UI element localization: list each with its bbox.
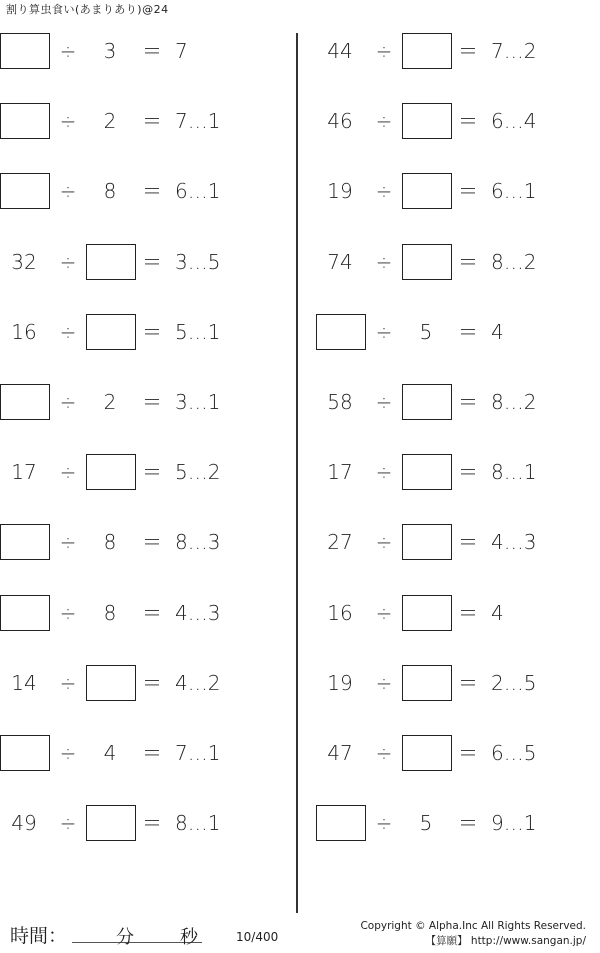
equals-sign: ＝ [458,249,478,274]
divide-sign: ÷ [375,389,393,414]
dividend: 32 [11,249,37,274]
equals-sign: ＝ [142,740,162,765]
quotient-remainder: 2…5 [491,670,537,695]
divisor-answer-box[interactable] [86,665,136,701]
divisor-answer-box[interactable] [402,173,452,209]
problem-row [316,244,600,314]
divisor: 8 [103,600,117,625]
problem-row [316,454,600,524]
problem-row [316,103,600,173]
divisor: 2 [103,389,117,414]
divide-sign: ÷ [375,530,393,555]
seconds-label: 秒 [180,927,198,948]
quotient-remainder: 4 [491,600,504,625]
problem-row [0,384,296,454]
divisor-answer-box[interactable] [402,384,452,420]
divide-sign: ÷ [375,179,393,204]
problem-row [0,173,296,243]
dividend-answer-box[interactable] [0,33,50,69]
divide-sign: ÷ [59,670,77,695]
quotient-remainder: 8…2 [491,249,537,274]
equals-sign: ＝ [458,39,478,63]
divide-sign: ÷ [59,460,77,485]
divisor-answer-box[interactable] [86,314,136,350]
divisor: 8 [103,530,117,555]
problem-row [316,665,600,735]
quotient-remainder: 4…3 [175,600,221,625]
dividend-answer-box[interactable] [316,314,366,350]
divide-sign: ÷ [59,179,77,204]
equals-sign: ＝ [142,600,162,625]
divisor: 4 [103,740,117,765]
quotient-remainder: 7…1 [175,109,221,134]
copyright-block [360,919,586,949]
equals-sign: ＝ [458,319,478,344]
dividend: 19 [327,179,353,204]
dividend: 58 [327,389,353,414]
divisor: 8 [103,179,117,204]
problem-row [0,595,296,665]
dividend-answer-box[interactable] [0,384,50,420]
divide-sign: ÷ [59,811,77,836]
equals-sign: ＝ [458,670,478,695]
dividend: 17 [11,460,37,485]
divisor-answer-box[interactable] [402,665,452,701]
divide-sign: ÷ [59,389,77,414]
equals-sign: ＝ [458,389,478,414]
equals-sign: ＝ [458,530,478,555]
equals-sign: ＝ [142,109,162,134]
quotient-remainder: 5…1 [175,319,221,344]
divisor: 3 [103,39,117,63]
divisor-answer-box[interactable] [402,595,452,631]
problem-row [316,524,600,594]
divide-sign: ÷ [375,460,393,485]
equals-sign: ＝ [142,811,162,836]
quotient-remainder: 8…1 [491,460,537,485]
problem-row [316,384,600,454]
divisor-answer-box[interactable] [402,244,452,280]
divisor-answer-box[interactable] [402,103,452,139]
divisor: 5 [419,811,433,836]
divide-sign: ÷ [375,39,393,63]
divide-sign: ÷ [59,249,77,274]
copyright-text: Copyright © Alpha.Inc All Rights Reserved. [360,920,586,932]
divisor-answer-box[interactable] [402,524,452,560]
quotient-remainder: 5…2 [175,460,221,485]
page-count: 10/400 [236,930,279,944]
problem-row [0,244,296,314]
quotient-remainder: 3…1 [175,389,221,414]
quotient-remainder: 6…5 [491,740,537,765]
left-problem-column [0,33,296,875]
problem-row [0,805,296,875]
divisor-answer-box[interactable] [86,454,136,490]
dividend: 74 [327,249,353,274]
divisor-answer-box[interactable] [86,805,136,841]
equals-sign: ＝ [142,319,162,344]
equals-sign: ＝ [142,460,162,485]
quotient-remainder: 6…4 [491,109,537,134]
problem-row [0,103,296,173]
dividend-answer-box[interactable] [0,173,50,209]
problem-row [0,454,296,524]
quotient-remainder: 3…5 [175,249,221,274]
divisor-answer-box[interactable] [86,244,136,280]
equals-sign: ＝ [142,249,162,274]
problem-row [316,805,600,875]
equals-sign: ＝ [458,179,478,204]
quotient-remainder: 6…1 [491,179,537,204]
problem-row [316,173,600,243]
divide-sign: ÷ [59,109,77,134]
divisor: 5 [419,319,433,344]
quotient-remainder: 9…1 [491,811,537,836]
dividend: 46 [327,109,353,134]
divide-sign: ÷ [59,600,77,625]
quotient-remainder: 7 [175,39,188,63]
equals-sign: ＝ [142,179,162,204]
divide-sign: ÷ [59,740,77,765]
page-title: 割り算虫食い(あまりあり)@24 [6,3,169,16]
equals-sign: ＝ [458,811,478,836]
equals-sign: ＝ [458,109,478,134]
equals-sign: ＝ [142,39,162,63]
dividend: 16 [11,319,37,344]
dividend-answer-box[interactable] [0,735,50,771]
divide-sign: ÷ [59,39,77,63]
dividend: 17 [327,460,353,485]
dividend: 19 [327,670,353,695]
equals-sign: ＝ [458,460,478,485]
problem-row [0,314,296,384]
problem-row [316,314,600,384]
dividend-answer-box[interactable] [316,805,366,841]
problem-row [316,595,600,665]
dividend: 44 [327,39,353,63]
divide-sign: ÷ [375,811,393,836]
right-problem-column [316,33,600,875]
equals-sign: ＝ [142,530,162,555]
problem-row [316,735,600,805]
dividend: 49 [11,811,37,836]
divisor-answer-box[interactable] [402,735,452,771]
divide-sign: ÷ [375,319,393,344]
quotient-remainder: 7…1 [175,740,221,765]
quotient-remainder: 4…2 [175,670,221,695]
divide-sign: ÷ [375,249,393,274]
problem-row [0,665,296,735]
divisor-answer-box[interactable] [402,454,452,490]
problem-row [0,735,296,805]
divisor-answer-box[interactable] [402,33,452,69]
equals-sign: ＝ [142,389,162,414]
dividend: 47 [327,740,353,765]
quotient-remainder: 4…3 [491,530,537,555]
divide-sign: ÷ [375,109,393,134]
equals-sign: ＝ [458,740,478,765]
dividend: 16 [327,600,353,625]
time-label: 時間： [10,925,68,947]
site-url: 【算願】 http://www.sangan.jp/ [425,935,586,947]
divide-sign: ÷ [375,600,393,625]
divide-sign: ÷ [59,319,77,344]
equals-sign: ＝ [142,670,162,695]
dividend: 14 [11,670,37,695]
quotient-remainder: 8…3 [175,530,221,555]
quotient-remainder: 8…2 [491,389,537,414]
dividend-answer-box[interactable] [0,524,50,560]
dividend-answer-box[interactable] [0,595,50,631]
dividend-answer-box[interactable] [0,103,50,139]
minutes-label: 分 [116,927,134,948]
quotient-remainder: 4 [491,319,504,344]
problem-row [0,524,296,594]
quotient-remainder: 8…1 [175,811,221,836]
problem-row [316,33,600,103]
problem-row [0,33,296,103]
divide-sign: ÷ [59,530,77,555]
column-divider [296,33,298,913]
quotient-remainder: 6…1 [175,179,221,204]
divisor: 2 [103,109,117,134]
quotient-remainder: 7…2 [491,39,537,63]
dividend: 27 [327,530,353,555]
divide-sign: ÷ [375,670,393,695]
equals-sign: ＝ [458,600,478,625]
divide-sign: ÷ [375,740,393,765]
